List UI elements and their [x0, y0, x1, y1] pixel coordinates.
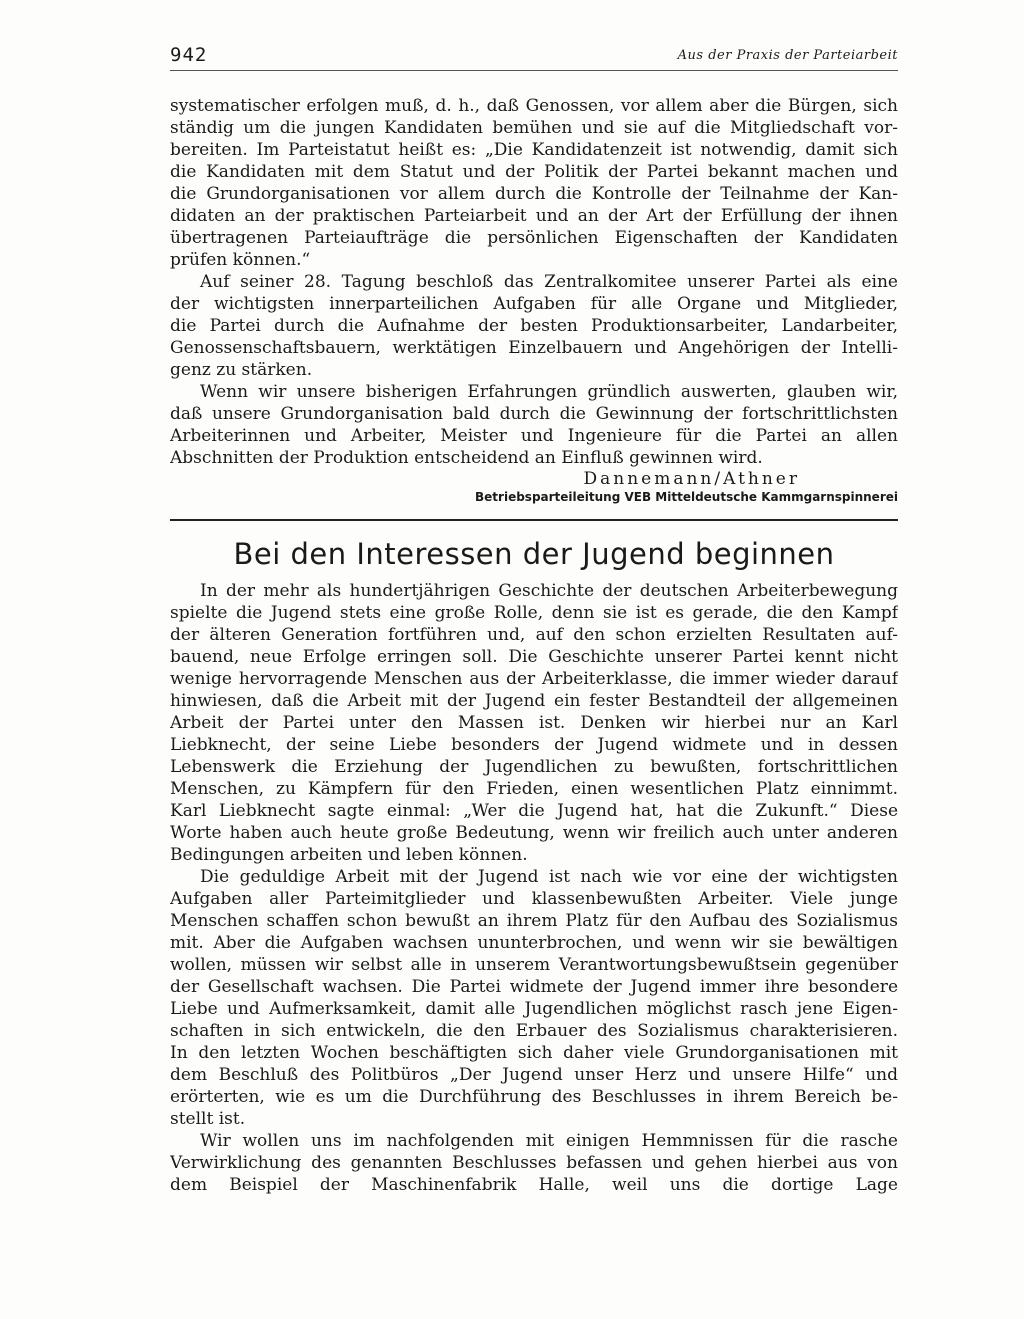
text-line: bereiten. Im Parteistatut heißt es: „Die Kandidatenzeit ist notwendig, damit sich	[170, 140, 898, 160]
text-line: der älteren Generation fortführen und, auf den schon erzielten Resultaten auf-	[170, 625, 898, 645]
text-line: wenige hervorragende Menschen aus der Arbeiterklasse, die immer wieder darauf	[170, 669, 898, 689]
text-line: ständig um die jungen Kandidaten bemühen und sie auf die Mitgliedschaft vor-	[170, 118, 898, 138]
text-line: spielte die Jugend stets eine große Rolle, denn sie ist es gerade, die den Kampf	[170, 603, 898, 623]
section-divider	[170, 519, 898, 521]
text-line: Menschen schaffen schon bewußt an ihrem Platz für den Aufbau des Sozialismus	[170, 911, 898, 931]
text-line: mit. Aber die Aufgaben wachsen ununterbrochen, und wenn wir sie bewältigen	[170, 933, 898, 953]
text-line: In den letzten Wochen beschäftigten sich daher viele Grundorganisationen mit	[170, 1043, 898, 1063]
text-line: schaften in sich entwickeln, die den Erbauer des Sozialismus charakterisieren.	[170, 1021, 898, 1041]
text-line: Liebknecht, der seine Liebe besonders der Jugend widmete und in dessen	[170, 735, 898, 755]
text-line: der Gesellschaft wachsen. Die Partei widmete der Jugend immer ihre besondere	[170, 977, 898, 997]
text-line: die Partei durch die Aufnahme der besten Produktionsarbeiter, Landarbeiter,	[170, 316, 898, 336]
text-line: Aufgaben aller Parteimitglieder und klassenbewußten Arbeiter. Viele junge	[170, 889, 898, 909]
page-header	[170, 44, 898, 71]
text-line: genz zu stärken.	[170, 360, 313, 380]
text-line: Arbeiterinnen und Arbeiter, Meister und Ingenieure für die Partei an allen	[170, 426, 898, 446]
text-line: Bedingungen arbeiten und leben können.	[170, 845, 528, 865]
text-line: übertragenen Parteiaufträge die persönlichen Eigenschaften der Kandidaten	[170, 228, 898, 248]
text-line: erörterten, wie es um die Durchführung des Beschlusses in ihrem Bereich be-	[170, 1087, 898, 1107]
text-line: dem Beispiel der Maschinenfabrik Halle, weil uns die dortige Lage	[170, 1175, 898, 1195]
text-line: systematischer erfolgen muß, d. h., daß Genossen, vor allem aber die Bürgen, sich	[170, 96, 898, 116]
text-line: Verwirklichung des genannten Beschlusses befassen und gehen hierbei aus von	[170, 1153, 898, 1173]
text-line: der wichtigsten innerparteilichen Aufgaben für alle Organe und Mitglieder,	[170, 294, 898, 314]
text-line: Die geduldige Arbeit mit der Jugend ist nach wie vor eine der wichtigsten	[200, 867, 898, 887]
author-affiliation: Betriebsparteileitung VEB Mitteldeutsche Kammgarnspinnerei	[475, 490, 898, 504]
text-line: prüfen können.“	[170, 250, 311, 270]
author-signature: Dannemann/Athner	[583, 469, 800, 489]
text-line: bauend, neue Erfolge erringen soll. Die Geschichte unserer Partei kennt nicht	[170, 647, 898, 667]
text-line: didaten an der praktischen Parteiarbeit und an der Art der Erfüllung der ihnen	[170, 206, 898, 226]
text-line: die Grundorganisationen vor allem durch die Kontrolle der Teilnahme der Kan-	[170, 184, 898, 204]
text-line: Wir wollen uns im nachfolgenden mit einigen Hemmnissen für die rasche	[200, 1131, 898, 1151]
text-line: Lebenswerk die Erziehung der Jugendlichen zu bewußten, fortschrittlichen	[170, 757, 898, 777]
text-line: daß unsere Grundorganisation bald durch die Gewinnung der fortschrittlichsten	[170, 404, 898, 424]
text-line: Menschen, zu Kämpfern für den Frieden, einen wesentlichen Platz einnimmt.	[170, 779, 898, 799]
text-line: dem Beschluß des Politbüros „Der Jugend unser Herz und unsere Hilfe“ und	[170, 1065, 898, 1085]
text-line: Wenn wir unsere bisherigen Erfahrungen gründlich auswerten, glauben wir,	[200, 382, 898, 402]
section1-body	[170, 95, 898, 469]
text-line: Karl Liebknecht sagte einmal: „Wer die Jugend hat, hat die Zukunft.“ Diese	[170, 801, 898, 821]
text-line: wollen, müssen wir selbst alle in unserem Verantwortungsbewußtsein gegenüber	[170, 955, 898, 975]
text-line: hinwiesen, daß die Arbeit mit der Jugend ein fester Bestandteil der allgemeinen	[170, 691, 898, 711]
text-line: Auf seiner 28. Tagung beschloß das Zentralkomitee unserer Partei als eine	[200, 272, 898, 292]
article-body	[170, 580, 898, 1196]
text-line: Arbeit der Partei unter den Massen ist. Denken wir hierbei nur an Karl	[170, 713, 898, 733]
text-line: Genossenschaftsbauern, werktätigen Einzelbauern und Angehörigen der Intelli-	[170, 338, 898, 358]
text-line: Liebe und Aufmerksamkeit, damit alle Jugendlichen möglichst rasch jene Eigen-	[170, 999, 898, 1019]
text-line: stellt ist.	[170, 1109, 246, 1129]
text-line: Abschnitten der Produktion entscheidend an Einfluß gewinnen wird.	[170, 448, 763, 468]
text-line: Worte haben auch heute große Bedeutung, wenn wir freilich auch unter anderen	[170, 823, 898, 843]
page-number: 942	[170, 44, 208, 66]
running-head: Aus der Praxis der Parteiarbeit	[677, 48, 898, 63]
article-title: Bei den Interessen der Jugend beginnen	[233, 537, 835, 571]
text-line: In der mehr als hundertjährigen Geschichte der deutschen Arbeiterbewegung	[200, 581, 898, 601]
text-line: die Kandidaten mit dem Statut und der Politik der Partei bekannt machen und	[170, 162, 898, 182]
